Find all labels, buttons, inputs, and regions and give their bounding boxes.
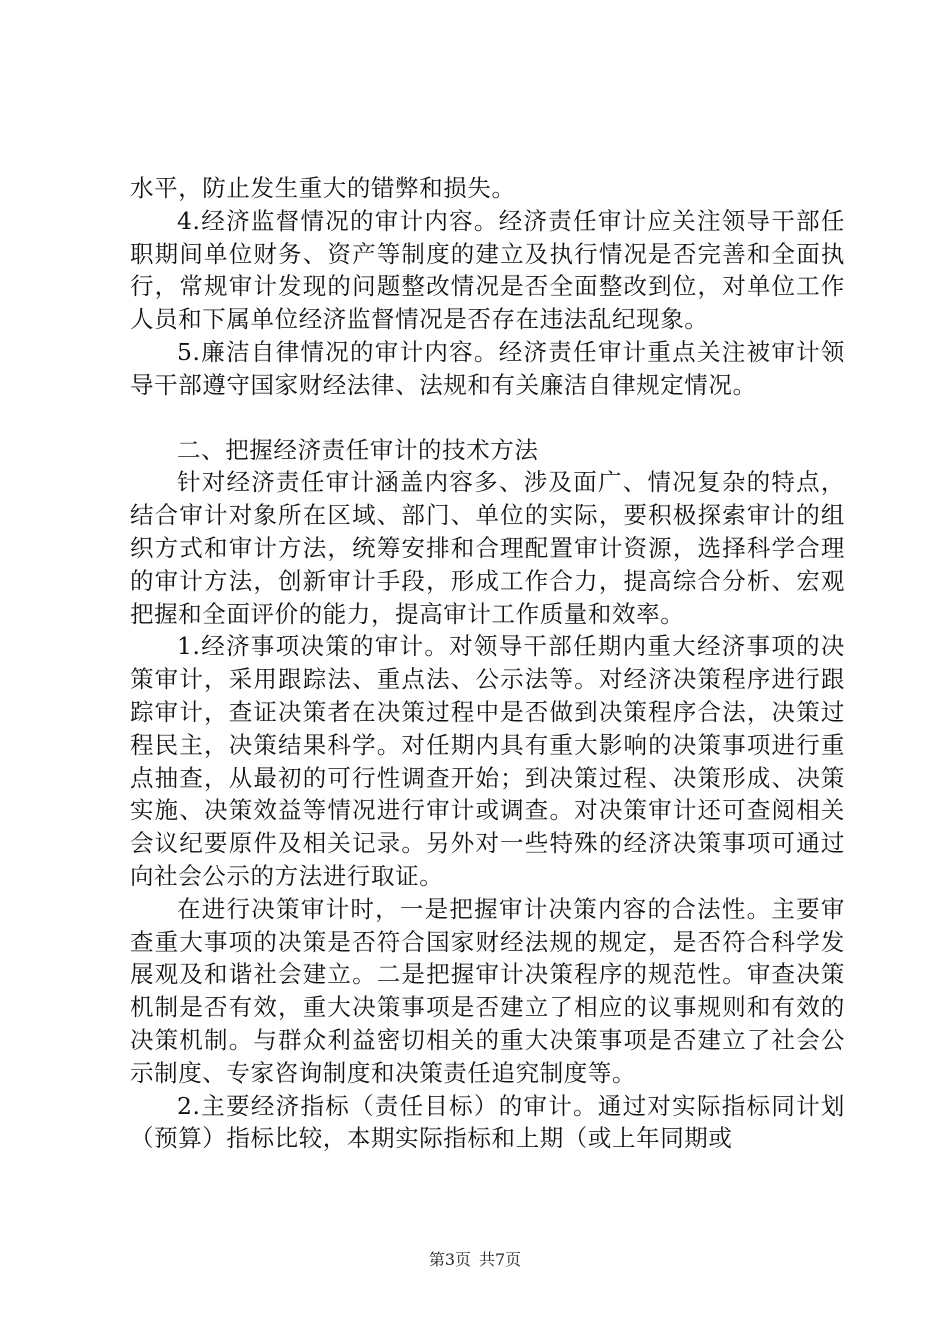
paragraph-economic-indicators: 2.主要经济指标（责任目标）的审计。通过对实际指标同计划（预算）指标比较，本期实际指标和上期（或上年同期或 xyxy=(130,1091,845,1153)
document-body xyxy=(130,172,845,1155)
paragraph-decision-audit: 1.经济事项决策的审计。对领导干部任期内重大经济事项的决策审计，采用跟踪法、重点法、公示法等。对经济决策程序进行跟踪审计，查证决策者在决策过程中是否做到决策程序合法，决策过程民主，决策结果科学。对任期内具有重大影响的决策事项进行重点抽查，从最初的可行性调查开始；到决策过程、决策形成、决策实施、决策效益等情况进行审计或调查。对决策审计还可查阅相关会议纪要原件及相关记录。另外对一些特殊的经济决策事项可通过向社会公示的方法进行取证。 xyxy=(130,632,845,890)
paragraph-economic-supervision: 4.经济监督情况的审计内容。经济责任审计应关注领导干部任职期间单位财务、资产等制度的建立及执行情况是否完善和全面执行，常规审计发现的问题整改情况是否全面整改到位，对单位工作人员和下属单位经济监督情况是否存在违法乱纪现象。 xyxy=(130,206,845,334)
page-footer xyxy=(0,1250,950,1270)
page-number: 第3页 xyxy=(428,1250,471,1269)
paragraph-integrity-self-discipline: 5.廉洁自律情况的审计内容。经济责任审计重点关注被审计领导干部遵守国家财经法律、法规和有关廉洁自律规定情况。 xyxy=(130,337,845,399)
paragraph-decision-audit-details: 在进行决策审计时，一是把握审计决策内容的合法性。主要审查重大事项的决策是否符合国家财经法规的规定，是否符合科学发展观及和谐社会建立。二是把握审计决策程序的规范性。审查决策机制是否有效，重大决策事项是否建立了相应的议事规则和有效的决策机制。与群众利益密切相关的重大决策事项是否建立了社会公示制度、专家咨询制度和决策责任追究制度等。 xyxy=(130,894,845,1087)
paragraph-continuation: 水平，防止发生重大的错弊和损失。 xyxy=(130,174,516,202)
paragraph-methods-overview: 针对经济责任审计涵盖内容多、涉及面广、情况复杂的特点，结合审计对象所在区域、部门、单位的实际，要积极探索审计的组织方式和审计方法，统筹安排和合理配置审计资源，选择科学合理的审计方法，创新审计手段，形成工作合力，提高综合分析、宏观把握和全面评价的能力，提高审计工作质量和效率。 xyxy=(130,468,845,628)
page-total: 共7页 xyxy=(479,1250,522,1269)
section-heading-technical-methods: 二、把握经济责任审计的技术方法 xyxy=(177,435,539,464)
